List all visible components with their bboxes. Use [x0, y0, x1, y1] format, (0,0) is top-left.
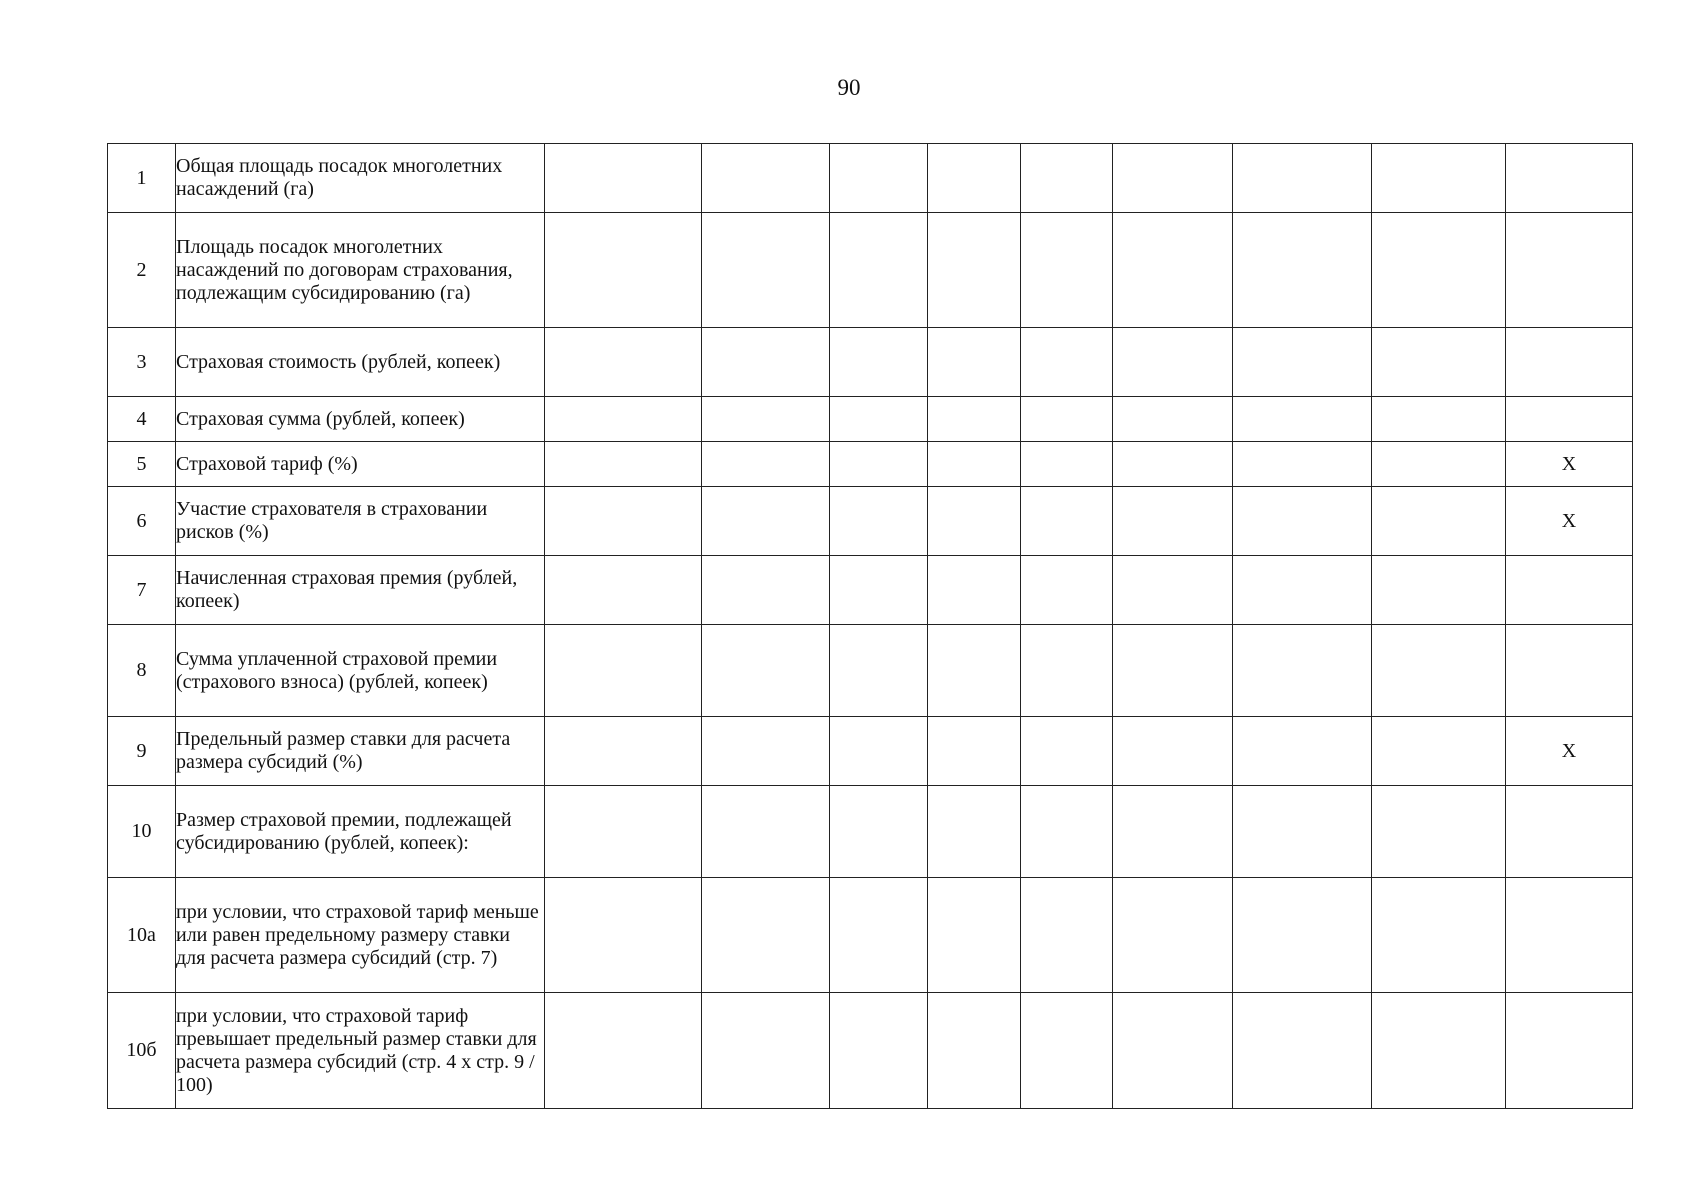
row-label: Начисленная страховая премия (рублей, копеек) — [176, 556, 545, 625]
last-column-cell — [1506, 397, 1633, 442]
empty-cell — [545, 144, 702, 213]
empty-cell — [702, 556, 830, 625]
empty-cell — [1113, 786, 1233, 878]
empty-cell — [830, 717, 928, 786]
empty-cell — [1021, 993, 1113, 1109]
empty-cell — [1233, 878, 1372, 993]
empty-cell — [545, 487, 702, 556]
empty-cell — [1113, 442, 1233, 487]
empty-cell — [1233, 993, 1372, 1109]
table-row — [108, 786, 1633, 878]
empty-cell — [545, 625, 702, 717]
empty-cell — [1021, 717, 1113, 786]
empty-cell — [928, 625, 1021, 717]
last-column-cell — [1506, 213, 1633, 328]
row-number: 10 — [108, 786, 176, 878]
empty-cell — [830, 328, 928, 397]
empty-cell — [1233, 786, 1372, 878]
empty-cell — [928, 144, 1021, 213]
empty-cell — [1113, 878, 1233, 993]
empty-cell — [1113, 625, 1233, 717]
empty-cell — [830, 144, 928, 213]
empty-cell — [1372, 397, 1506, 442]
row-label: при условии, что страховой тариф превышает предельный размер ставки для расчета размера субсидий (стр. 4 х стр. 9 / 100) — [176, 993, 545, 1109]
row-label: Страховая стоимость (рублей, копеек) — [176, 328, 545, 397]
empty-cell — [702, 993, 830, 1109]
row-number: 10а — [108, 878, 176, 993]
insurance-subsidy-table — [107, 143, 1633, 1109]
empty-cell — [545, 717, 702, 786]
empty-cell — [1021, 487, 1113, 556]
empty-cell — [545, 786, 702, 878]
empty-cell — [1113, 487, 1233, 556]
page-number: 90 — [837, 75, 861, 100]
empty-cell — [1021, 556, 1113, 625]
empty-cell — [1233, 717, 1372, 786]
last-column-cell — [1506, 878, 1633, 993]
table-row — [108, 717, 1633, 786]
empty-cell — [1113, 144, 1233, 213]
empty-cell — [545, 328, 702, 397]
empty-cell — [1233, 213, 1372, 328]
last-column-cell — [1506, 993, 1633, 1109]
empty-cell — [1021, 144, 1113, 213]
empty-cell — [928, 717, 1021, 786]
empty-cell — [702, 487, 830, 556]
table-body — [108, 144, 1633, 1109]
empty-cell — [1233, 144, 1372, 213]
empty-cell — [928, 397, 1021, 442]
empty-cell — [702, 878, 830, 993]
empty-cell — [830, 213, 928, 328]
row-label: Общая площадь посадок многолетних насаждений (га) — [176, 144, 545, 213]
empty-cell — [830, 786, 928, 878]
table-row — [108, 397, 1633, 442]
empty-cell — [1372, 328, 1506, 397]
empty-cell — [928, 487, 1021, 556]
empty-cell — [1233, 625, 1372, 717]
empty-cell — [1113, 556, 1233, 625]
empty-cell — [928, 213, 1021, 328]
empty-cell — [1113, 717, 1233, 786]
table-row — [108, 556, 1633, 625]
empty-cell — [1021, 442, 1113, 487]
row-number: 4 — [108, 397, 176, 442]
empty-cell — [830, 878, 928, 993]
empty-cell — [702, 213, 830, 328]
row-number: 1 — [108, 144, 176, 213]
empty-cell — [702, 786, 830, 878]
row-number: 2 — [108, 213, 176, 328]
empty-cell — [1021, 878, 1113, 993]
empty-cell — [928, 993, 1021, 1109]
empty-cell — [545, 993, 702, 1109]
empty-cell — [1372, 442, 1506, 487]
empty-cell — [1021, 213, 1113, 328]
row-label: Размер страховой премии, подлежащей субсидированию (рублей, копеек): — [176, 786, 545, 878]
empty-cell — [702, 328, 830, 397]
empty-cell — [1372, 625, 1506, 717]
empty-cell — [1372, 487, 1506, 556]
empty-cell — [702, 717, 830, 786]
last-column-cell — [1506, 144, 1633, 213]
empty-cell — [545, 442, 702, 487]
row-number: 10б — [108, 993, 176, 1109]
last-column-cell: Х — [1506, 442, 1633, 487]
last-column-cell — [1506, 556, 1633, 625]
empty-cell — [830, 993, 928, 1109]
row-label: Площадь посадок многолетних насаждений по договорам страхования, подлежащим субсидированию (га) — [176, 213, 545, 328]
last-column-cell: Х — [1506, 487, 1633, 556]
empty-cell — [1021, 786, 1113, 878]
table-row — [108, 442, 1633, 487]
empty-cell — [1233, 328, 1372, 397]
row-label: Участие страхователя в страховании рисков (%) — [176, 487, 545, 556]
table-row — [108, 487, 1633, 556]
row-number: 3 — [108, 328, 176, 397]
empty-cell — [1113, 328, 1233, 397]
table-row — [108, 213, 1633, 328]
last-column-cell — [1506, 786, 1633, 878]
row-label: Предельный размер ставки для расчета размера субсидий (%) — [176, 717, 545, 786]
table-row — [108, 144, 1633, 213]
empty-cell — [545, 556, 702, 625]
table-row — [108, 878, 1633, 993]
last-column-cell — [1506, 328, 1633, 397]
empty-cell — [702, 625, 830, 717]
empty-cell — [928, 442, 1021, 487]
empty-cell — [1021, 625, 1113, 717]
row-number: 9 — [108, 717, 176, 786]
empty-cell — [545, 397, 702, 442]
row-label: Страховой тариф (%) — [176, 442, 545, 487]
empty-cell — [1372, 878, 1506, 993]
empty-cell — [545, 878, 702, 993]
row-label: Страховая сумма (рублей, копеек) — [176, 397, 545, 442]
empty-cell — [830, 487, 928, 556]
empty-cell — [1233, 442, 1372, 487]
empty-cell — [545, 213, 702, 328]
row-number: 6 — [108, 487, 176, 556]
empty-cell — [928, 786, 1021, 878]
empty-cell — [1021, 397, 1113, 442]
empty-cell — [702, 442, 830, 487]
empty-cell — [1113, 993, 1233, 1109]
empty-cell — [1372, 213, 1506, 328]
empty-cell — [702, 144, 830, 213]
empty-cell — [1372, 993, 1506, 1109]
empty-cell — [928, 328, 1021, 397]
empty-cell — [1233, 487, 1372, 556]
empty-cell — [1113, 213, 1233, 328]
empty-cell — [1372, 786, 1506, 878]
empty-cell — [830, 397, 928, 442]
empty-cell — [928, 556, 1021, 625]
empty-cell — [928, 878, 1021, 993]
row-label: Сумма уплаченной страховой премии (страхового взноса) (рублей, копеек) — [176, 625, 545, 717]
empty-cell — [830, 625, 928, 717]
empty-cell — [1021, 328, 1113, 397]
table-row — [108, 625, 1633, 717]
row-number: 7 — [108, 556, 176, 625]
empty-cell — [830, 556, 928, 625]
empty-cell — [1113, 397, 1233, 442]
empty-cell — [830, 442, 928, 487]
empty-cell — [702, 397, 830, 442]
empty-cell — [1233, 556, 1372, 625]
last-column-cell — [1506, 625, 1633, 717]
empty-cell — [1233, 397, 1372, 442]
empty-cell — [1372, 144, 1506, 213]
row-label: при условии, что страховой тариф меньше или равен предельному размеру ставки для расчета размера субсидий (стр. 7) — [176, 878, 545, 993]
row-number: 8 — [108, 625, 176, 717]
empty-cell — [1372, 556, 1506, 625]
row-number: 5 — [108, 442, 176, 487]
last-column-cell: Х — [1506, 717, 1633, 786]
table-row — [108, 328, 1633, 397]
table-row — [108, 993, 1633, 1109]
empty-cell — [1372, 717, 1506, 786]
